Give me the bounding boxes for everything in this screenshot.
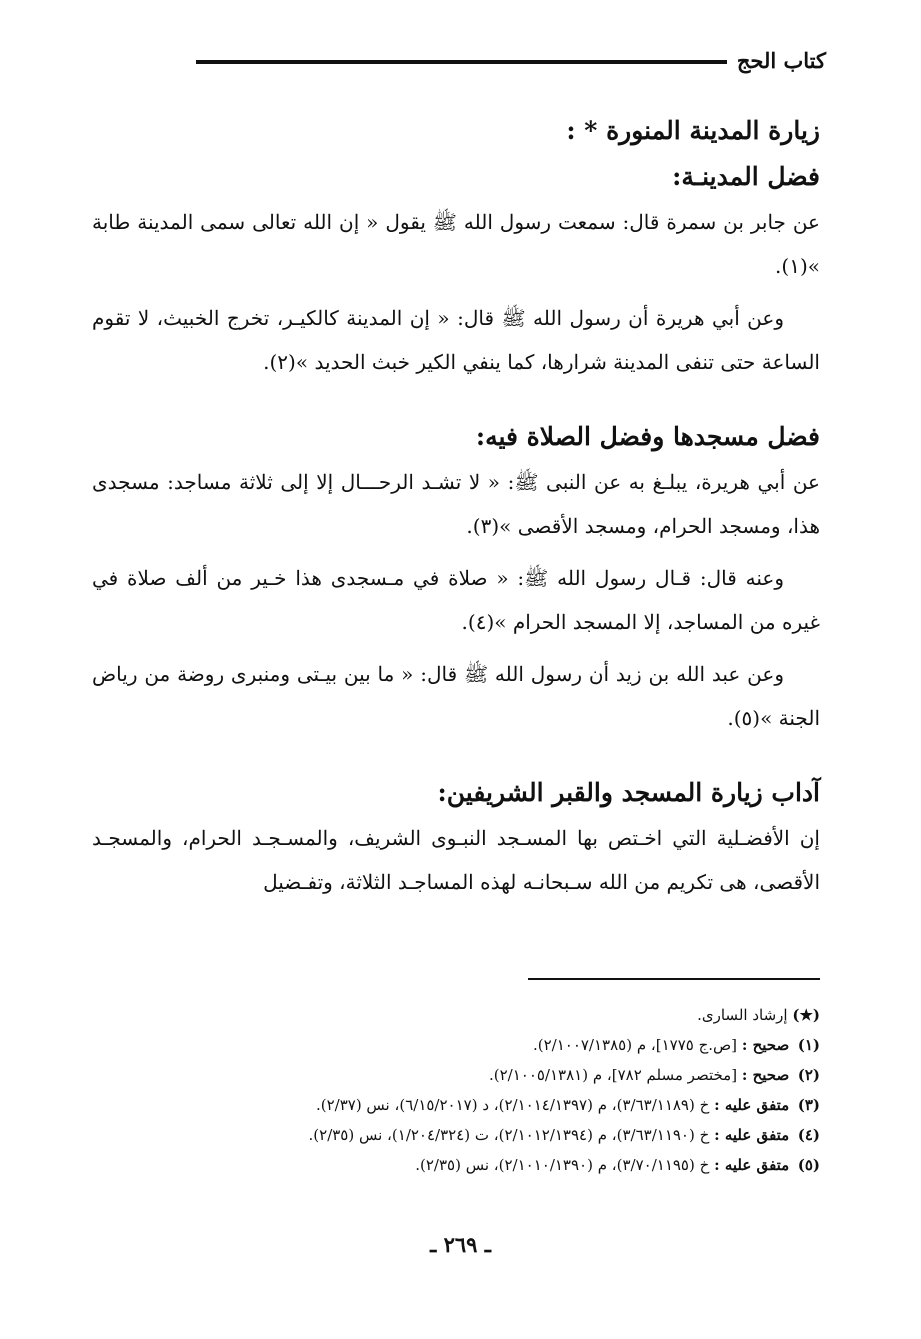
footnote-text: خ (٣/٦٣/١١٩٠)، م (٢/١٠١٢/١٣٩٤)، ت (١/٢٠٤/٣٢٤)، نس (٢/٣٥). [308, 1126, 710, 1144]
running-header [196, 40, 826, 80]
paragraph-rawdah: وعن عبد الله بن زيد أن رسول الله ﷺ قال: « ما بين بيـتى ومنبرى روضة من رياض الجنة »(٥). [92, 662, 820, 730]
paragraph-prayer-reward: وعنه قال: قـال رسول الله ﷺ: « صلاة في مـسجدى هذا خـير من ألف صلاة في غيره من المساجد، إلا المسجد الحرام »(٤). [92, 566, 820, 634]
footnote-grade: صحيح : [741, 1036, 790, 1054]
footnote-text: [مختصر مسلم ٧٨٢]، م (٢/١٠٠٥/١٣٨١). [488, 1066, 738, 1084]
main-text [92, 108, 820, 904]
paragraph-etiquette-intro: إن الأفضـلية التي اخـتص بها المسـجد النبـوى الشريف، والمسـجـد الحرام، والمسجـد الأقصى، هى تكريم من الله سـبحانـه لهذه المساجـد الثلاثة، وتفـضيل [92, 826, 820, 894]
footnote-grade: صحيح : [741, 1066, 790, 1084]
footnote-number: (١) [797, 1036, 820, 1054]
header-rule [196, 60, 727, 64]
footnote-text: خ (٣/٦٣/١١٨٩)، م (٢/١٠١٤/١٣٩٧)، د (٦/١٥/٢٠١٧)، نس (٢/٣٧). [315, 1096, 710, 1114]
footnote-text: إرشاد السارى. [697, 1006, 788, 1024]
page-number: ـ ٢٦٩ ـ [430, 1232, 491, 1257]
footnote-number: (٥) [797, 1156, 820, 1174]
paragraph-three-mosques: عن أبي هريرة، يبلـغ به عن النبى ﷺ: « لا تشـد الرحـــال إلا إلى ثلاثة مساجد: مسجدى هذا، ومسجد الحرام، ومسجد الأقصى »(٣). [92, 470, 820, 538]
chapter-title: كتاب الحج [736, 47, 826, 73]
footnote-number: (★) [792, 1006, 820, 1024]
footnote-grade: متفق عليه : [714, 1156, 790, 1174]
footnote-grade: متفق عليه : [714, 1096, 790, 1114]
footnotes [130, 1000, 820, 1180]
footnote-number: (٢) [797, 1066, 820, 1084]
footnote-2 [130, 1060, 820, 1090]
section-heading-mosque-virtue: فضل مسجدها وفضل الصلاة فيه: [475, 422, 820, 451]
section-heading-madinah-visit: زيارة المدينة المنورة * : [566, 116, 820, 145]
paragraph-abu-hurayra-kir: وعن أبي هريرة أن رسول الله ﷺ قال: « إن المدينة كالكيـر، تخرج الخبيث، لا تقوم الساعة حتى تنفى المدينة شرارها، كما ينفي الكير خبث الحديد »(٢). [92, 306, 820, 374]
footnote-separator [528, 978, 820, 980]
footnote-number: (٣) [797, 1096, 820, 1114]
footnote-star [130, 1000, 820, 1030]
footnote-5 [130, 1150, 820, 1180]
section-heading-visit-etiquette: آداب زيارة المسجد والقبر الشريفين: [437, 778, 820, 807]
footnote-4 [130, 1120, 820, 1150]
footnote-number: (٤) [797, 1126, 820, 1144]
footnote-text: خ (٣/٧٠/١١٩٥)، م (٢/١٠١٠/١٣٩٠)، نس (٢/٣٥). [415, 1156, 710, 1174]
footnote-grade: متفق عليه : [714, 1126, 790, 1144]
footnote-3 [130, 1090, 820, 1120]
section-heading-madinah-virtue: فضل المدينـة: [672, 162, 820, 191]
footnote-text: [ص.ج ١٧٧٥]، م (٢/١٠٠٧/١٣٨٥). [532, 1036, 738, 1054]
footnote-1 [130, 1030, 820, 1060]
paragraph-jabir: عن جابر بن سمرة قال: سمعت رسول الله ﷺ يقول « إن الله تعالى سمى المدينة طابة »(١). [92, 210, 820, 278]
